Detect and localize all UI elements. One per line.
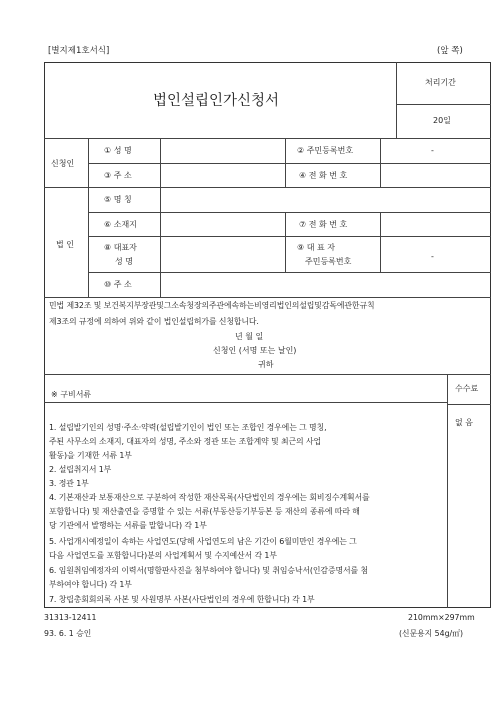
form-number: [별지제1호서식] — [48, 46, 110, 56]
required-documents-heading: ※ 구비서류 — [51, 390, 92, 399]
rep-rrn-label-2: 주민등록번호 — [305, 257, 352, 266]
processing-period-value: 20일 — [433, 116, 451, 125]
corporation-section-label: 법 인 — [56, 240, 74, 249]
divider — [285, 138, 286, 187]
applicant-phone-field[interactable] — [381, 164, 490, 187]
form-code: 31313-12411 — [44, 613, 97, 622]
document-item: 부하여야 합니다) 각 1부 — [49, 580, 132, 589]
document-item: 3. 정관 1부 — [49, 479, 89, 488]
document-item: 포함합니다) 및 재산출연을 증명할 수 있는 서류(부동산등기부등본 등 재산의 종류에 따라 해 — [49, 507, 360, 516]
document-item: 다음 사업연도를 포함합니다)분의 사업계획서 및 수지예산서 각 1부 — [49, 551, 277, 560]
corp-location-label: ⑥ 소재지 — [104, 220, 137, 229]
corp-name-field[interactable] — [161, 188, 490, 211]
divider — [44, 297, 491, 298]
applicant-name-label: ① 성 명 — [104, 146, 132, 155]
divider — [396, 104, 491, 105]
applicant-phone-label: ④ 전 화 번 호 — [299, 171, 348, 180]
rep-address-field[interactable] — [161, 273, 490, 296]
applicant-rrn-field[interactable]: - — [431, 146, 434, 155]
divider — [44, 374, 491, 375]
fee-label: 수수료 — [455, 384, 479, 393]
document-item: 4. 기본재산과 보통재산으로 구분하여 작성한 재산목록(사단법인의 경우에는 회비징수계획서를 — [49, 493, 370, 502]
rep-name-label-2: 성 명 — [115, 257, 133, 266]
statement-signer: 신청인 (서명 또는 날인) — [213, 346, 297, 355]
corp-phone-label: ⑦ 전 화 번 호 — [299, 220, 348, 229]
divider — [447, 404, 491, 405]
applicant-section-label: 신청인 — [51, 159, 75, 168]
divider — [88, 236, 491, 237]
rep-name-field[interactable] — [161, 237, 284, 272]
document-item: 활동)을 기재한 서류 1부 — [49, 451, 132, 460]
divider — [396, 62, 397, 138]
fee-value: 없 음 — [455, 418, 473, 427]
corp-name-label: ⑤ 명 칭 — [104, 195, 132, 204]
form-title: 법인설립인가신청서 — [153, 93, 280, 109]
corp-phone-field[interactable] — [381, 213, 490, 236]
statement-line-2: 제3조의 규정에 의하여 위와 같이 법인설립허가를 신청합니다. — [49, 317, 259, 326]
rep-address-label: ⑩ 주 소 — [104, 280, 132, 289]
applicant-rrn-label: ② 주민등록번호 — [297, 146, 354, 155]
document-item: 주된 사무소의 소재지, 대표자의 성명, 주소와 정관 또는 조합계약 및 최근의 사업 — [49, 437, 322, 446]
statement-recipient: 귀하 — [258, 360, 274, 369]
page-side-label: (앞 쪽) — [437, 46, 463, 56]
paper-size: 210mm×297mm — [408, 613, 475, 622]
paper-type: (신문용지 54g/㎡) — [399, 629, 463, 638]
document-item: 2. 설립취지서 1부 — [49, 465, 112, 474]
divider — [88, 138, 89, 297]
rep-rrn-field[interactable]: - — [431, 252, 434, 261]
document-item: 7. 창립총회회의록 사본 및 사원명부 사본(사단법인의 경우에 한합니다) 각 1부 — [49, 595, 315, 604]
applicant-address-field[interactable] — [161, 164, 284, 187]
document-item: 당 기관에서 발행하는 서류를 말합니다) 각 1부 — [49, 521, 207, 530]
rep-name-label: ⑧ 대표자 — [104, 243, 137, 252]
applicant-name-field[interactable] — [161, 139, 284, 162]
approval-date: 93. 6. 1 승인 — [44, 629, 92, 638]
rep-rrn-label: ⑨ 대 표 자 — [297, 243, 335, 252]
document-item: 6. 임원취임예정자의 이력서(명함판사진을 첨부하여야 합니다) 및 취임승낙서(인감증명서를 첨 — [49, 566, 368, 575]
divider — [285, 212, 286, 272]
statement-date: 년 월 일 — [235, 332, 264, 341]
applicant-address-label: ③ 주 소 — [104, 171, 132, 180]
processing-period-label: 처리기간 — [425, 78, 456, 87]
document-item: 5. 사업개시예정일이 속하는 사업연도(당해 사업연도의 남은 기간이 6월미만인 경우에는 그 — [49, 537, 357, 546]
statement-line-1: 민법 제32조 및 보건복지부장관및그소속청장의주관에속하는비영리법인의설립및감독에관한규칙 — [49, 301, 375, 310]
corp-location-field[interactable] — [161, 213, 284, 236]
divider — [44, 402, 447, 403]
document-item: 1. 설립발기인의 성명·주소·약력(설립발기인이 법인 또는 조합인 경우에는 그 명칭, — [49, 423, 327, 432]
divider — [447, 374, 448, 608]
